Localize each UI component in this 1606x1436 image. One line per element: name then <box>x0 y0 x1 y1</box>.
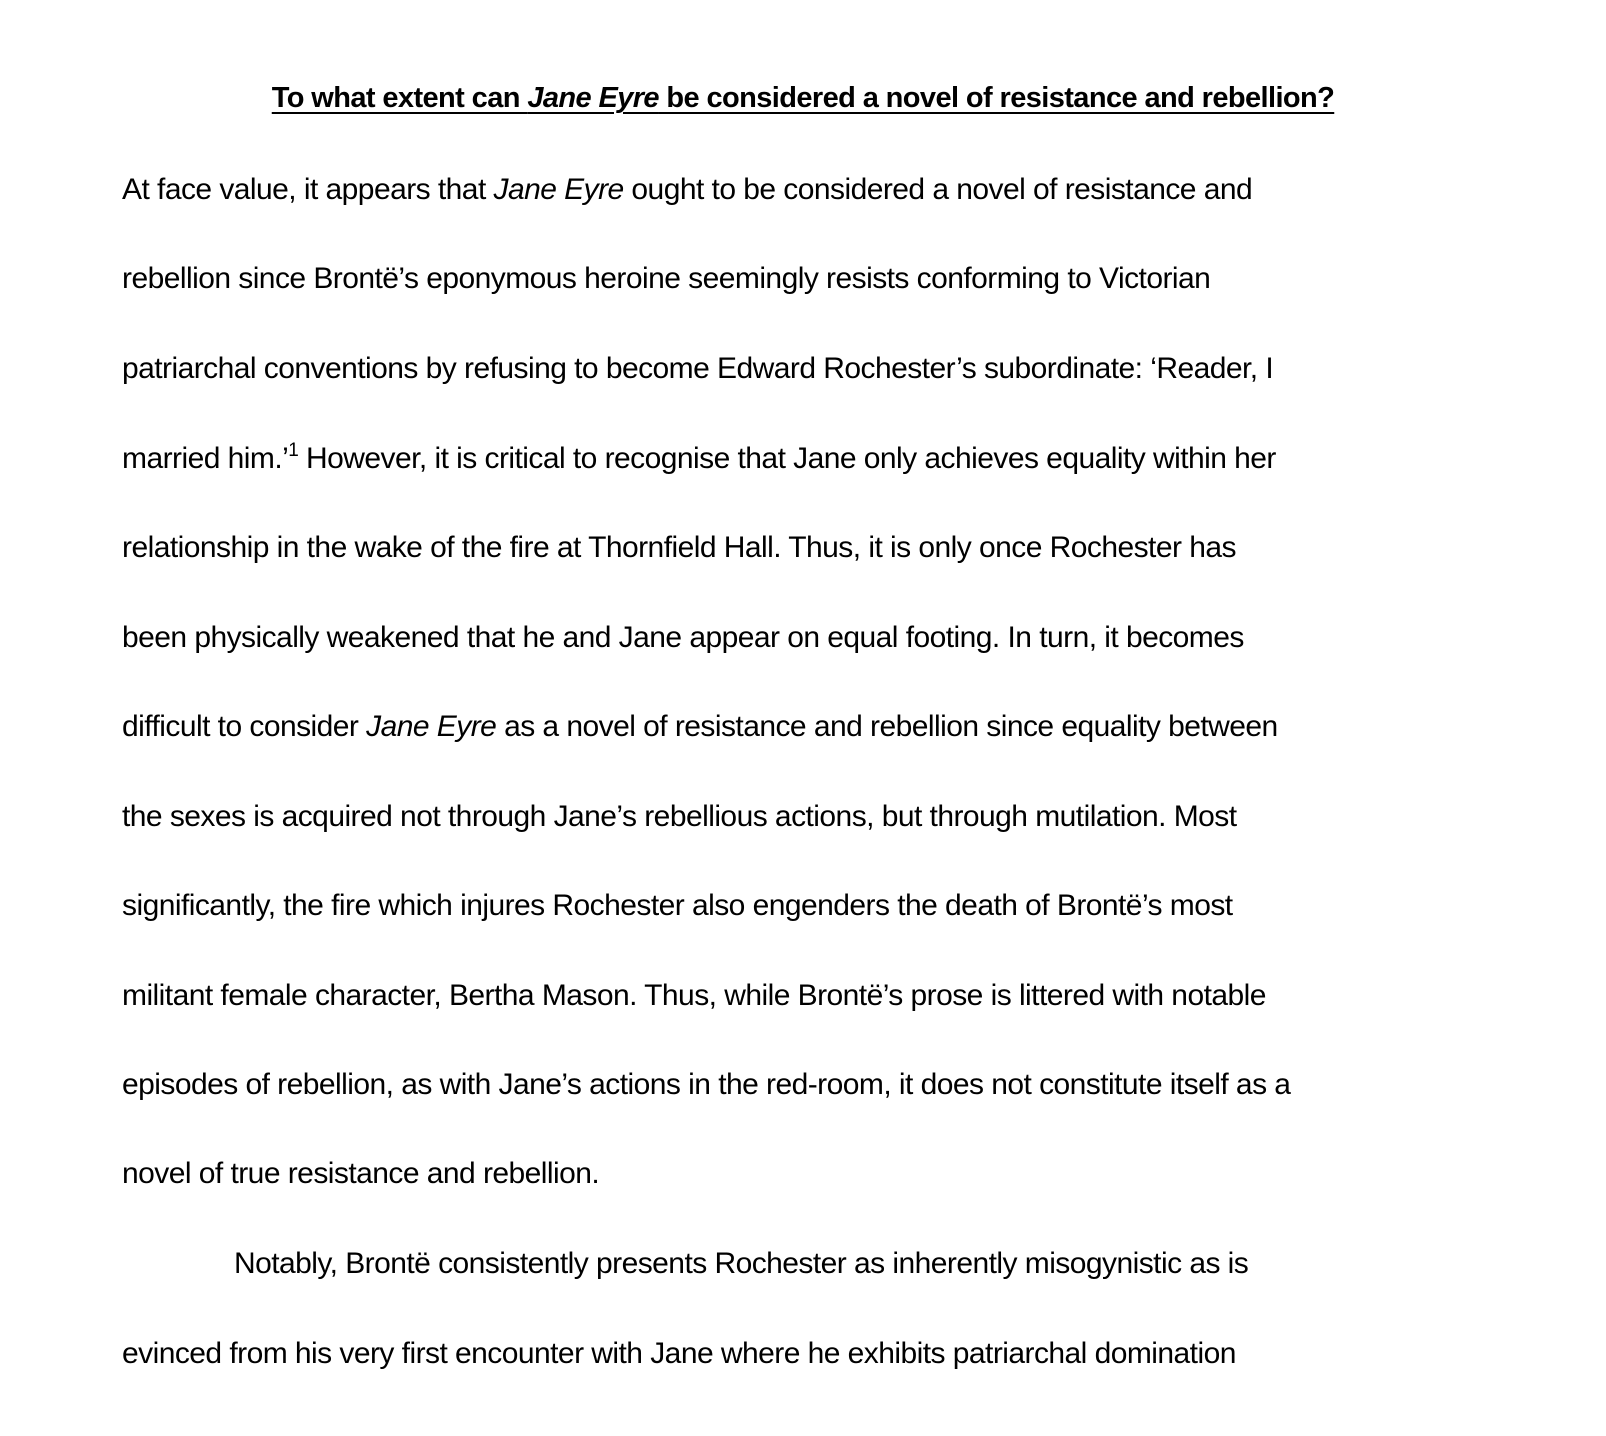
text-line: the sexes is acquired not through Jane’s rebellious actions, but through mutilation. Most <box>122 800 1237 833</box>
text-line: Notably, Brontë consistently presents Rochester as inherently misogynistic as is <box>234 1247 1249 1280</box>
text-line: been physically weakened that he and Jane appear on equal footing. In turn, it becomes <box>122 621 1244 654</box>
text-line: relationship in the wake of the fire at Thornfield Hall. Thus, it is only once Rochester has <box>122 531 1236 564</box>
text-line: episodes of rebellion, as with Jane’s actions in the red-room, it does not constitute itself as a <box>122 1068 1291 1101</box>
title-text-end: be considered a novel of resistance and rebellion? <box>658 82 1335 114</box>
title-italic-book-name: Jane Eyre <box>527 82 659 114</box>
text-line: married him.’$^1$ However, it is critical to recognise that Jane only achieves equality within her <box>122 440 1276 475</box>
text-line: rebellion since Brontë’s eponymous heroine seemingly resists conforming to Victorian <box>122 262 1211 295</box>
text-line: At face value, it appears that Jane Eyre ought to be considered a novel of resistance and <box>122 173 1253 206</box>
footnote-marker[interactable]: 1 <box>288 440 299 461</box>
text-line: difficult to consider Jane Eyre as a novel of resistance and rebellion since equality between <box>122 710 1278 743</box>
essay-title <box>0 82 1606 115</box>
text-line: significantly, the fire which injures Rochester also engenders the death of Brontë’s most <box>122 889 1233 922</box>
text-line: patriarchal conventions by refusing to become Edward Rochester’s subordinate: ‘Reader, I <box>122 352 1274 385</box>
text-line: evinced from his very first encounter with Jane where he exhibits patriarchal domination <box>122 1337 1236 1370</box>
text-line: militant female character, Bertha Mason. Thus, while Brontë’s prose is littered with notable <box>122 979 1266 1012</box>
title-text: To what extent can <box>271 82 528 114</box>
text-line: novel of true resistance and rebellion. <box>122 1157 600 1190</box>
